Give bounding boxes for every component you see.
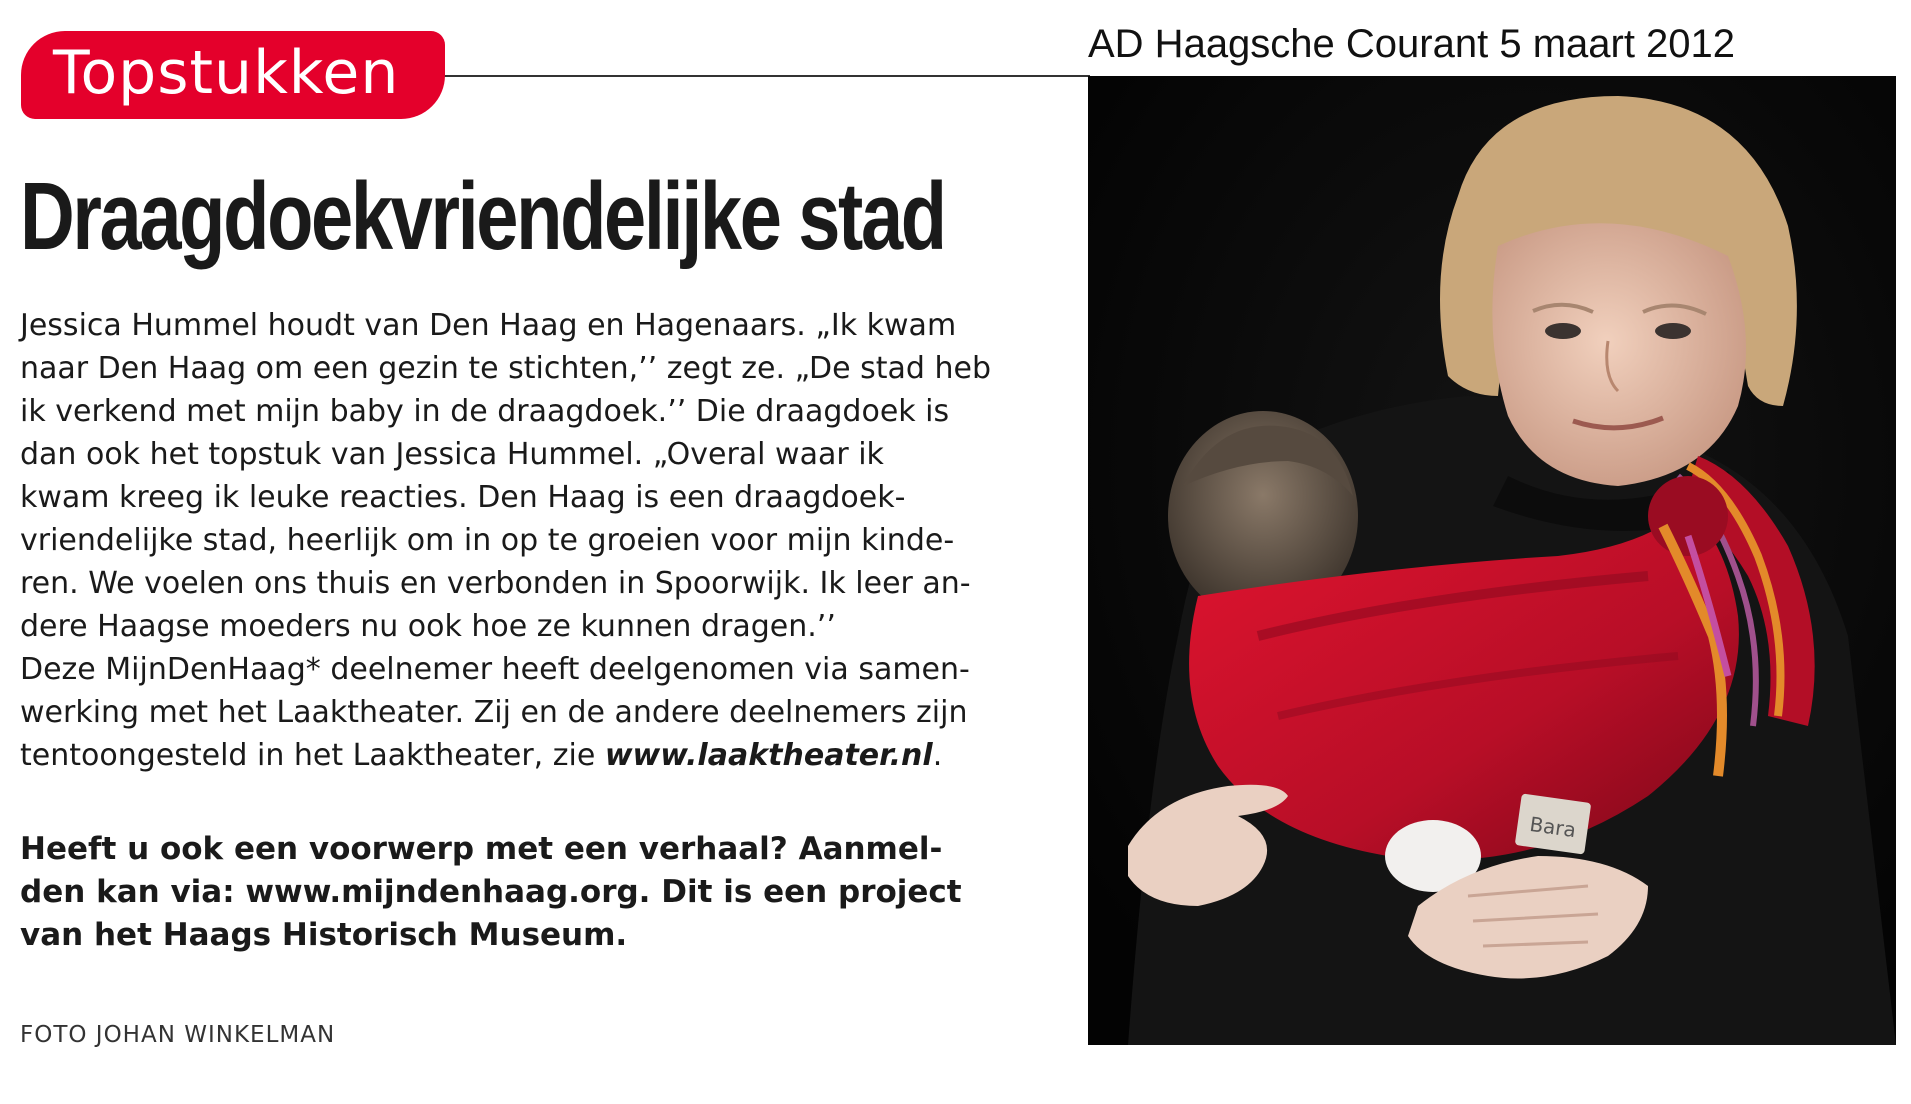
call-to-action xyxy=(20,828,962,957)
body-line-suffix: . xyxy=(932,738,943,773)
laaktheater-link[interactable]: www.laaktheater.nl xyxy=(604,738,933,773)
name-tag xyxy=(1515,793,1592,854)
body-line: ren. We voelen ons thuis en verbonden in Spoorwijk. Ik leer an- xyxy=(20,566,971,601)
section-tab xyxy=(21,31,445,119)
cta-line: den kan via: www.mijndenhaag.org. Dit is een project xyxy=(20,874,962,910)
body-line: Jessica Hummel houdt van Den Haag en Hagenaars. „Ik kwam xyxy=(20,308,957,343)
body-line-last xyxy=(20,734,1060,777)
right-eye xyxy=(1655,323,1691,339)
body-line: naar Den Haag om een gezin te stichten,’’ zegt ze. „De stad heb xyxy=(20,351,992,386)
photo-illustration xyxy=(1088,76,1896,1045)
body-line: dan ook het topstuk van Jessica Hummel. „Overal waar ik xyxy=(20,437,884,472)
woman-face xyxy=(1492,223,1746,486)
cta-line: Heeft u ook een voorwerp met een verhaal? Aanmel- xyxy=(20,831,943,867)
article-photo xyxy=(1088,76,1896,1045)
source-citation: AD Haagsche Courant 5 maart 2012 xyxy=(1088,22,1736,66)
body-line: ik verkend met mijn baby in de draagdoek.’’ Die draagdoek is xyxy=(20,394,950,429)
cta-line: van het Haags Historisch Museum. xyxy=(20,917,628,953)
body-line: Deze MijnDenHaag* deelnemer heeft deelgenomen via samen- xyxy=(20,652,970,687)
article-body xyxy=(20,304,1060,777)
header-rule xyxy=(430,75,1090,77)
photo-credit: FOTO JOHAN WINKELMAN xyxy=(20,1022,336,1048)
left-eye xyxy=(1545,323,1581,339)
article-headline: Draagdoekvriendelijke stad xyxy=(20,163,945,270)
body-line: werking met het Laaktheater. Zij en de andere deelnemers zijn xyxy=(20,695,968,730)
section-label: Topstukken xyxy=(53,38,400,108)
name-tag-text: Bara xyxy=(1528,811,1578,843)
body-line: vriendelijke stad, heerlijk om in op te groeien voor mijn kinde- xyxy=(20,523,955,558)
body-line-prefix: tentoongesteld in het Laaktheater, zie xyxy=(20,738,605,773)
body-line: dere Haagse moeders nu ook hoe ze kunnen dragen.’’ xyxy=(20,609,836,644)
body-line: kwam kreeg ik leuke reacties. Den Haag is een draagdoek- xyxy=(20,480,906,515)
